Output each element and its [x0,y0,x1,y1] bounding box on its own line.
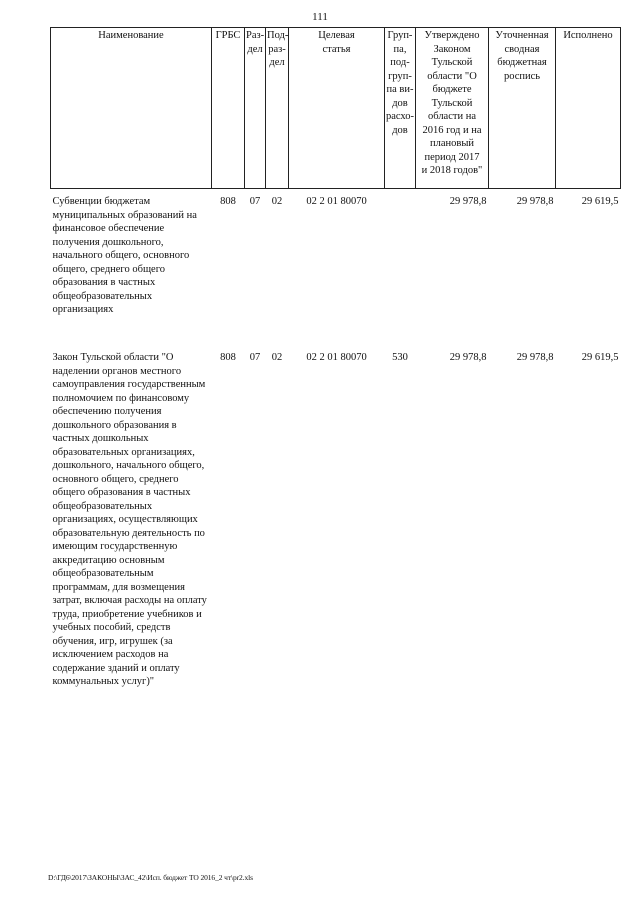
row-ispolneno: 29 619,5 [581,352,619,363]
row-gruppa [385,189,416,346]
row-razdel: 07 [249,196,261,207]
row-podrazdel: 02 [271,196,283,207]
row-celevaya: 02 2 01 80070 [306,196,367,207]
row-grbs: 808 [220,352,236,363]
row-utochnennaya: 29 978,8 [516,196,554,207]
table-header-row [51,28,621,189]
header-celevaya: Целевая статья [289,28,385,189]
file-path-footer: D:\ГД6\2017\ЗАКОНЫ\ЗАС_42\Исп. бюджет ТО 2016_2 чт\pr2.xls [48,873,253,882]
header-utochnennaya: Уточненная сводная бюджетная роспись [489,28,556,189]
header-razdel: Раз- дел [245,28,266,189]
header-gruppa: Груп- па, под- груп- па ви- дов расхо- дов [385,28,416,189]
row-utochnennaya: 29 978,8 [516,352,554,363]
row-razdel: 07 [249,352,261,363]
budget-table [50,27,621,689]
row-podrazdel: 02 [271,352,283,363]
header-podrazdel: Под- раз- дел [266,28,289,189]
row-celevaya: 02 2 01 80070 [306,352,367,363]
header-grbs: ГРБС [212,28,245,189]
header-name: Наименование [51,28,212,189]
page-number: 111 [312,11,328,23]
row-utverzhdeno: 29 978,8 [449,352,487,363]
row-gruppa: 530 [392,352,408,363]
row-name: Закон Тульской области "О наделении органов местного самоуправления государственным полномочием по финансовому обеспечению получения дошкольного образования в частных дошкольных образовательных организациях, дошкольного, начального общего, основного общего, среднего общего образования в частных общеобразовательных организациях, осуществляющих образовательную деятельность по имеющим государственную аккредитацию основным общеобразовательным программам, для возмещения затрат, включая расходы на оплату труда, приобретение учебников и учебных пособий, средств обучения, игр, игрушек (за исключением расходов на содержание зданий и оплату коммунальных услуг)" [52,352,207,687]
row-ispolneno: 29 619,5 [581,196,619,207]
header-ispolneno: Исполнено [556,28,621,189]
row-grbs: 808 [220,196,236,207]
table-row [51,345,621,689]
row-utverzhdeno: 29 978,8 [449,196,487,207]
header-utverzhdeno: Утверждено Законом Тульской области "О бюджете Тульской области на 2016 год и на плановый период 2017 и 2018 годов" [416,28,489,189]
row-name: Субвенции бюджетам муниципальных образований на финансовое обеспечение получения дошкольного, начального общего, основного общего, среднего общего образования в частных общеобразовательных организациях [52,196,197,315]
table-row [51,189,621,346]
